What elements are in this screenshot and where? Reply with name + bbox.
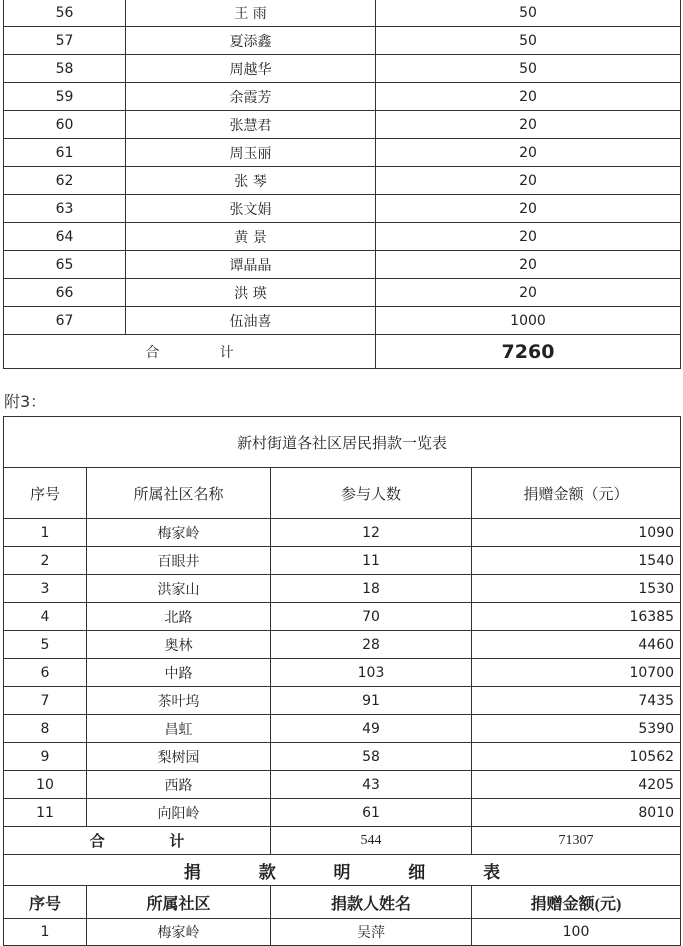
row-people: 12 xyxy=(271,519,472,547)
row-amount: 10562 xyxy=(472,743,681,771)
row-amount: 20 xyxy=(376,195,681,223)
row-amount: 20 xyxy=(376,279,681,307)
row-no: 3 xyxy=(4,575,87,603)
row-people: 91 xyxy=(271,687,472,715)
row-people: 11 xyxy=(271,547,472,575)
row-amount: 50 xyxy=(376,0,681,27)
sum-amount: 71307 xyxy=(472,827,681,855)
row-no: 58 xyxy=(4,55,126,83)
row-community: 中路 xyxy=(87,659,271,687)
row-community: 北路 xyxy=(87,603,271,631)
total-row xyxy=(4,335,681,369)
row-amount: 50 xyxy=(376,27,681,55)
sum-people: 544 xyxy=(271,827,472,855)
table-row xyxy=(4,799,681,827)
table-row xyxy=(4,27,681,55)
row-community: 梨树园 xyxy=(87,743,271,771)
row-amount: 7435 xyxy=(472,687,681,715)
detail-header-amount: 捐赠金额(元) xyxy=(472,886,681,919)
table-row xyxy=(4,919,681,946)
row-community: 洪家山 xyxy=(87,575,271,603)
row-name: 周玉丽 xyxy=(126,139,376,167)
community-donation-table xyxy=(3,416,681,946)
table-row xyxy=(4,743,681,771)
row-name: 余霞芳 xyxy=(126,83,376,111)
row-people: 18 xyxy=(271,575,472,603)
detail-header-community: 所属社区 xyxy=(87,886,271,919)
row-amount: 20 xyxy=(376,111,681,139)
row-no: 1 xyxy=(4,919,87,946)
row-no: 10 xyxy=(4,771,87,799)
row-community: 梅家岭 xyxy=(87,519,271,547)
row-amount: 100 xyxy=(472,919,681,946)
header-amount: 捐赠金额（元） xyxy=(472,468,681,519)
row-no: 64 xyxy=(4,223,126,251)
row-community: 昌虹 xyxy=(87,715,271,743)
total-label-b: 计 xyxy=(219,344,234,361)
row-people: 70 xyxy=(271,603,472,631)
table-row xyxy=(4,687,681,715)
row-name: 张文娟 xyxy=(126,195,376,223)
table-row xyxy=(4,139,681,167)
row-amount: 20 xyxy=(376,83,681,111)
row-no: 65 xyxy=(4,251,126,279)
row-community: 向阳岭 xyxy=(87,799,271,827)
row-name: 张慧君 xyxy=(126,111,376,139)
detail-title xyxy=(4,855,681,886)
row-amount: 8010 xyxy=(472,799,681,827)
row-no: 66 xyxy=(4,279,126,307)
row-name: 洪 瑛 xyxy=(126,279,376,307)
sum-row xyxy=(4,827,681,855)
header-row xyxy=(4,468,681,519)
row-no: 11 xyxy=(4,799,87,827)
row-amount: 20 xyxy=(376,251,681,279)
row-people: 49 xyxy=(271,715,472,743)
table-row xyxy=(4,603,681,631)
row-no: 1 xyxy=(4,519,87,547)
row-community: 西路 xyxy=(87,771,271,799)
detail-title-char: 明 xyxy=(333,862,351,882)
header-people: 参与人数 xyxy=(271,468,472,519)
table-row xyxy=(4,715,681,743)
row-amount: 50 xyxy=(376,55,681,83)
total-label xyxy=(4,335,376,369)
row-name: 黄 景 xyxy=(126,223,376,251)
row-amount: 1530 xyxy=(472,575,681,603)
row-amount: 16385 xyxy=(472,603,681,631)
table-row xyxy=(4,223,681,251)
row-no: 56 xyxy=(4,0,126,27)
row-amount: 10700 xyxy=(472,659,681,687)
row-people: 61 xyxy=(271,799,472,827)
detail-header-no: 序号 xyxy=(4,886,87,919)
table-row xyxy=(4,519,681,547)
row-people: 103 xyxy=(271,659,472,687)
table-row xyxy=(4,55,681,83)
row-no: 63 xyxy=(4,195,126,223)
table-row xyxy=(4,547,681,575)
row-community: 百眼井 xyxy=(87,547,271,575)
detail-title-char: 捐 xyxy=(183,862,201,882)
header-community: 所属社区名称 xyxy=(87,468,271,519)
donor-list-table xyxy=(3,0,681,369)
row-amount: 4205 xyxy=(472,771,681,799)
row-amount: 4460 xyxy=(472,631,681,659)
detail-title-char: 细 xyxy=(408,862,426,882)
detail-title-char: 款 xyxy=(258,862,276,882)
row-no: 2 xyxy=(4,547,87,575)
row-name: 周越华 xyxy=(126,55,376,83)
row-no: 62 xyxy=(4,167,126,195)
table-row xyxy=(4,771,681,799)
header-no: 序号 xyxy=(4,468,87,519)
table-row xyxy=(4,83,681,111)
row-community: 奥林 xyxy=(87,631,271,659)
row-amount: 20 xyxy=(376,139,681,167)
table-row xyxy=(4,251,681,279)
row-community: 茶叶坞 xyxy=(87,687,271,715)
row-amount: 5390 xyxy=(472,715,681,743)
row-name: 吴萍 xyxy=(271,919,472,946)
table-row xyxy=(4,659,681,687)
row-amount: 20 xyxy=(376,167,681,195)
detail-title-char: 表 xyxy=(483,862,501,882)
sum-label xyxy=(4,827,271,855)
sum-label-b: 计 xyxy=(169,834,185,850)
total-value: 7260 xyxy=(376,335,681,369)
row-no: 4 xyxy=(4,603,87,631)
table-row xyxy=(4,111,681,139)
table-row xyxy=(4,167,681,195)
row-no: 8 xyxy=(4,715,87,743)
row-amount: 1000 xyxy=(376,307,681,335)
row-no: 67 xyxy=(4,307,126,335)
row-no: 59 xyxy=(4,83,126,111)
row-amount: 20 xyxy=(376,223,681,251)
sum-label-a: 合 xyxy=(89,834,105,850)
table-row xyxy=(4,307,681,335)
table-row xyxy=(4,575,681,603)
attachment-label: 附3： xyxy=(4,392,47,411)
total-label-a: 合 xyxy=(145,344,160,361)
row-no: 7 xyxy=(4,687,87,715)
detail-header-name: 捐款人姓名 xyxy=(271,886,472,919)
table-row xyxy=(4,279,681,307)
row-no: 61 xyxy=(4,139,126,167)
detail-header-row xyxy=(4,886,681,919)
row-name: 夏添鑫 xyxy=(126,27,376,55)
table-row xyxy=(4,631,681,659)
row-people: 43 xyxy=(271,771,472,799)
row-name: 伍油喜 xyxy=(126,307,376,335)
row-name: 王 雨 xyxy=(126,0,376,27)
row-people: 58 xyxy=(271,743,472,771)
row-no: 57 xyxy=(4,27,126,55)
row-no: 6 xyxy=(4,659,87,687)
row-amount: 1090 xyxy=(472,519,681,547)
row-no: 9 xyxy=(4,743,87,771)
row-people: 28 xyxy=(271,631,472,659)
row-no: 60 xyxy=(4,111,126,139)
table-title: 新村街道各社区居民捐款一览表 xyxy=(4,417,681,468)
table-row xyxy=(4,195,681,223)
row-amount: 1540 xyxy=(472,547,681,575)
row-no: 5 xyxy=(4,631,87,659)
row-community: 梅家岭 xyxy=(87,919,271,946)
row-name: 张 琴 xyxy=(126,167,376,195)
row-name: 谭晶晶 xyxy=(126,251,376,279)
table-row xyxy=(4,0,681,27)
